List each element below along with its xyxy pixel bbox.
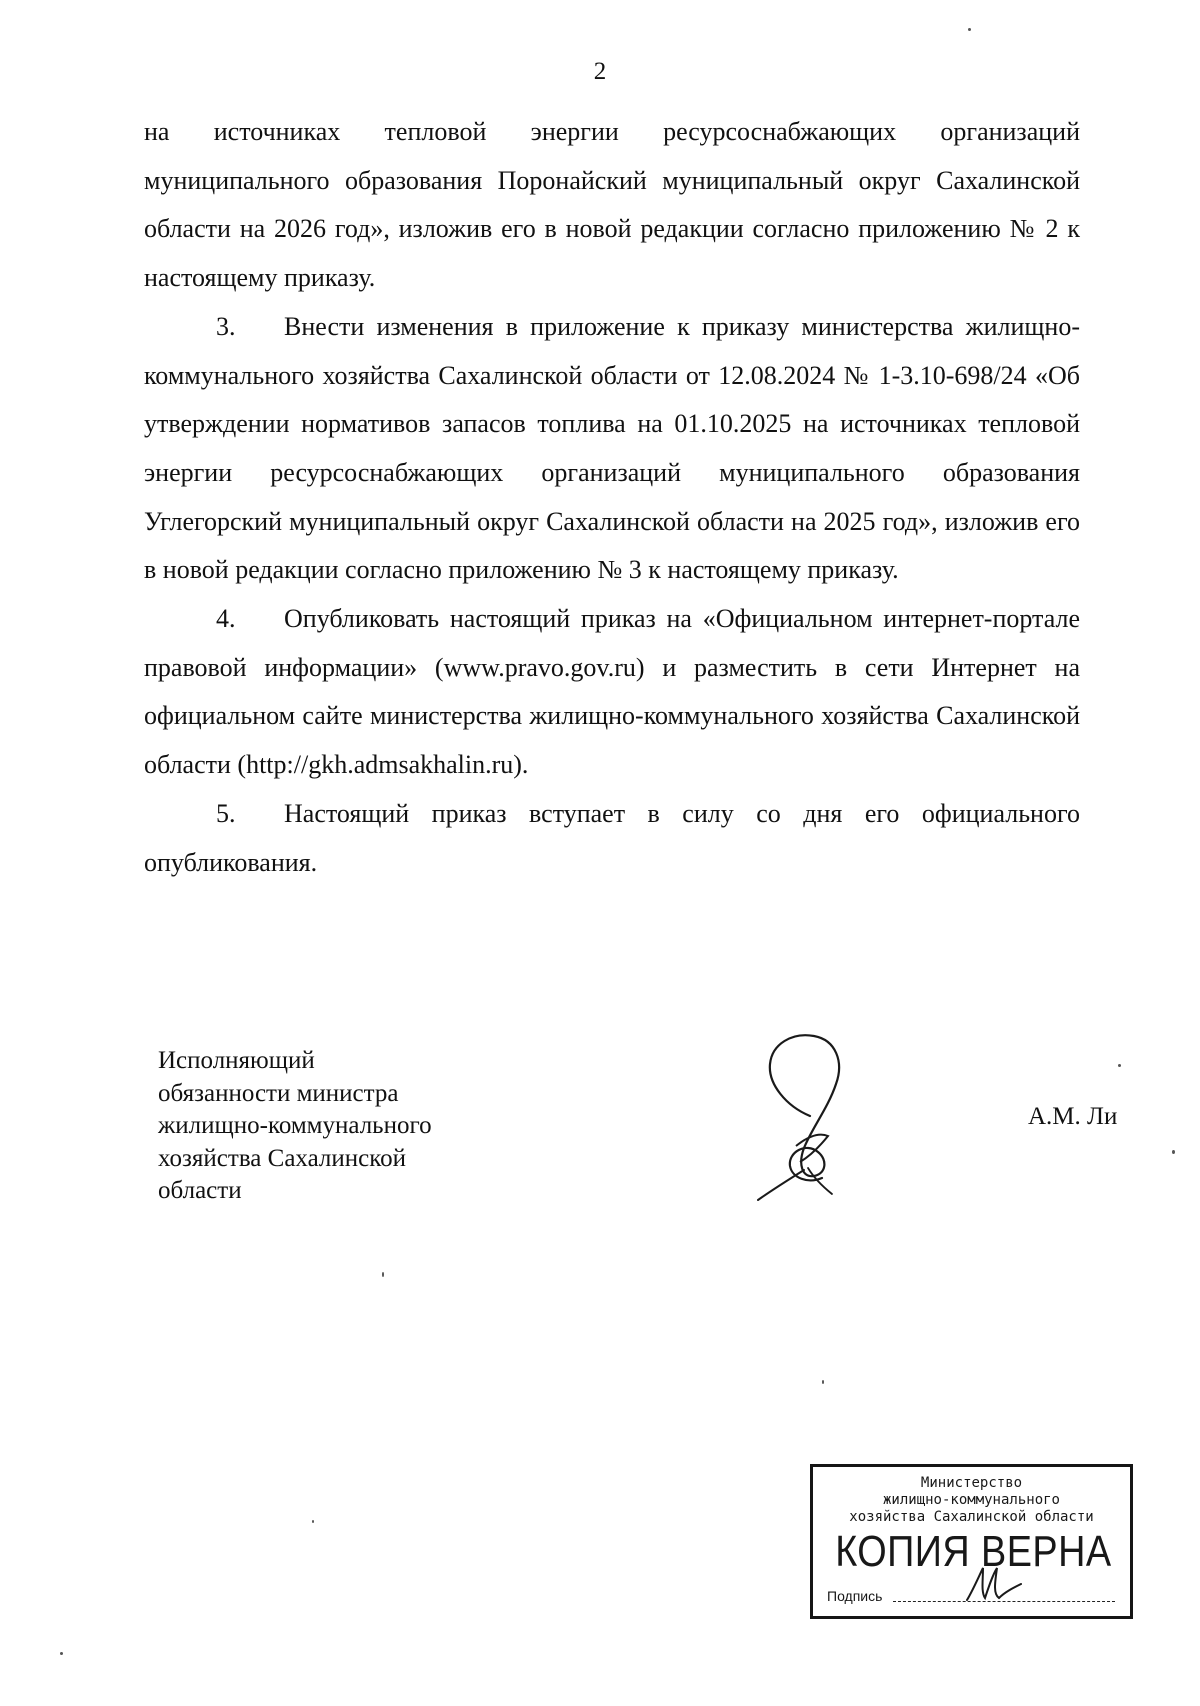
scan-speck bbox=[1172, 1150, 1175, 1154]
position-line: жилищно-коммунального bbox=[158, 1112, 432, 1139]
item-number: 4. bbox=[216, 604, 236, 634]
certified-copy-stamp bbox=[810, 1464, 1133, 1619]
list-item-3 bbox=[144, 303, 1080, 595]
scan-speck bbox=[382, 1272, 384, 1277]
position-line: хозяйства Сахалинской bbox=[158, 1144, 406, 1172]
scan-speck bbox=[968, 28, 971, 31]
position-line: Исполняющий bbox=[158, 1047, 315, 1074]
item-text: Внести изменения в приложение к приказу министерства жилищно-коммунального хозяйства Сахалинской области от 12.08.2024 № 1-3.10-698/24 «Об утверждении нормативов запасов топлива на 01.10.2025 на источниках тепловой энергии ресурсоснабжающих организаций муниципального образования Углегорский муниципальный округ Сахалинской области на 2025 год», изложив его в новой редакции согласно приложению № 3 к настоящему приказу. bbox=[144, 311, 1080, 585]
position-line: области bbox=[158, 1177, 242, 1204]
list-item-4 bbox=[144, 595, 1080, 790]
list-item-5 bbox=[144, 790, 1080, 887]
scan-speck bbox=[312, 1520, 314, 1523]
item-text: Опубликовать настоящий приказ на «Официальном интернет-портале правовой информации» (www.pravo.gov.ru) и разместить в сети Интернет на официальном сайте министерства жилищно-коммунального хозяйства Сахалинской области (http://gkh.admsakhalin.ru). bbox=[144, 604, 1080, 780]
item-number: 3. bbox=[216, 311, 236, 341]
item-number: 5. bbox=[216, 798, 236, 828]
stamp-org-line: хозяйства Сахалинской области bbox=[849, 1509, 1094, 1525]
position-line: обязанности министра bbox=[158, 1079, 399, 1107]
page-number: 2 bbox=[593, 58, 607, 85]
stamp-org-line: жилищно-коммунального bbox=[882, 1492, 1060, 1508]
scan-speck bbox=[60, 1652, 63, 1655]
stamp-title: КОПИЯ ВЕРНА bbox=[835, 1527, 1112, 1576]
document-body bbox=[144, 108, 1080, 887]
stamp-signature bbox=[963, 1564, 1023, 1604]
stamp-sign-label: Подпись bbox=[827, 1588, 883, 1604]
handwritten-signature bbox=[748, 1028, 858, 1203]
scan-speck bbox=[822, 1380, 824, 1384]
stamp-org-line: Министерство bbox=[920, 1475, 1023, 1491]
continuation-paragraph: на источниках тепловой энергии ресурсоснабжающих организаций муниципального образования Поронайский муниципальный округ Сахалинской области на 2026 год», изложив его в новой редакции согласно приложению № 2 к настоящему приказу. bbox=[144, 117, 1080, 293]
scan-speck bbox=[1118, 1064, 1121, 1067]
item-text: Настоящий приказ вступает в силу со дня его официального опубликования. bbox=[144, 798, 1080, 877]
signer-name: А.М. Ли bbox=[1028, 1103, 1118, 1130]
signatory-position bbox=[158, 1045, 432, 1208]
